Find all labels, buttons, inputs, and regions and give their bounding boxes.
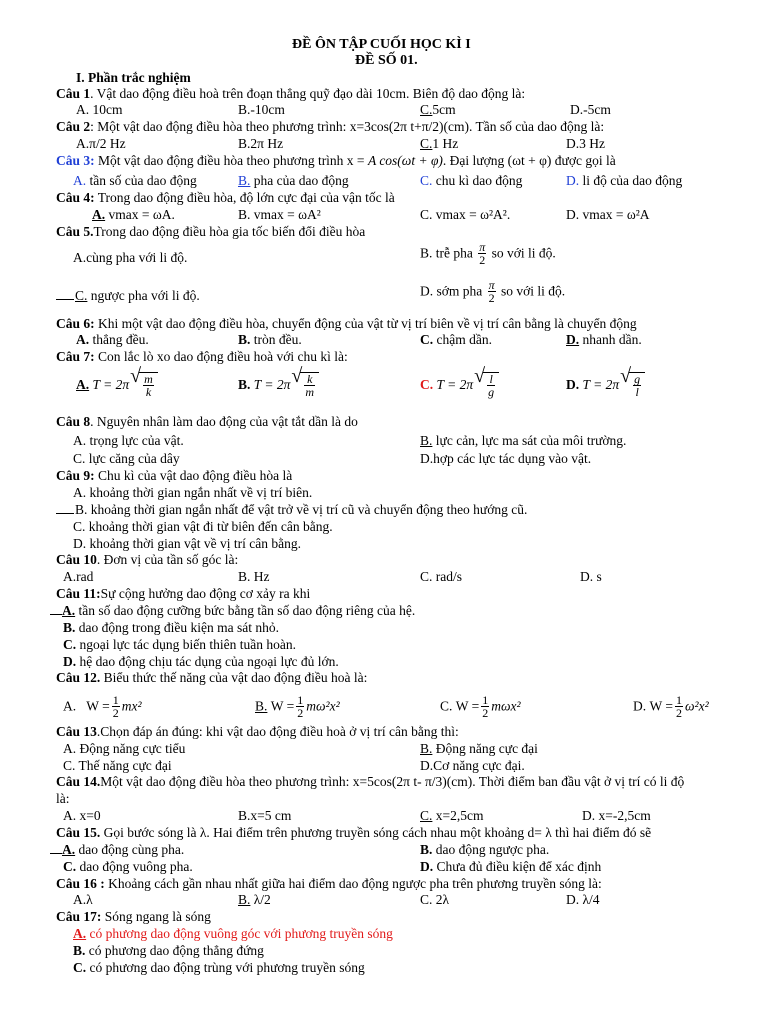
q13-option-c: C. Thế năng cực đại — [63, 758, 172, 773]
q7-option-b: B. T = 2π √ $\frac{k}{m}$ — [238, 372, 319, 398]
question-13: Câu 13.Chọn đáp án đúng: khi vật dao động điều hoà ở vị trí cân bằng thì: — [56, 724, 459, 739]
q5-option-a: A.cùng pha với li độ. — [73, 250, 188, 265]
q14-option-c: C. x=2,5cm — [420, 808, 484, 823]
question-12: Câu 12. Biểu thức thế năng của vật dao động điều hoà là: — [56, 670, 368, 685]
question-9: Câu 9: Chu kì của vật dao động điều hòa là — [56, 468, 293, 483]
question-4: Câu 4: Trong dao động điều hòa, độ lớn cực đại của vận tốc là — [56, 190, 395, 205]
q10-option-b: B. Hz — [238, 569, 270, 584]
question-7: Câu 7: Con lắc lò xo dao động điều hoà với chu kì là: — [56, 349, 348, 364]
q4-option-b: B. vmax = ωA² — [238, 207, 321, 222]
q11-option-d: D. hệ dao động chịu tác dụng của ngoại lực đủ lớn. — [63, 654, 339, 669]
q9-option-a: A. khoảng thời gian ngắn nhất về vị trí biên. — [73, 485, 313, 500]
q5-option-c: C. ngược pha với li độ. — [56, 288, 200, 304]
question-15: Câu 15. Gọi bước sóng là λ. Hai điểm trên phương truyền sóng cách nhau một khoảng d= λ thì hai điểm đó sẽ — [56, 825, 652, 840]
q1-option-c: C.5cm — [420, 102, 456, 117]
q14-option-b: B.x=5 cm — [238, 808, 292, 823]
q13-option-a: A. Động năng cực tiểu — [63, 741, 186, 756]
q12-option-b: B. W = $\frac{1}{2}$ mω²x² — [255, 693, 340, 720]
q17-option-b: B. có phương dao động thẳng đứng — [73, 943, 264, 958]
question-8: Câu 8. Nguyên nhân làm dao động của vật tắt dần là do — [56, 414, 358, 429]
q15-option-c: C. dao động vuông pha. — [63, 859, 193, 874]
q9-option-b: B. khoảng thời gian ngắn nhất để vật trở về vị trí cũ và chuyển động theo hướng cũ. — [56, 502, 527, 518]
question-14: Câu 14.Một vật dao động điều hòa theo phương trình: x=5cos(2π t- π/3)(cm). Thời điểm ban đầu vật ở vị trí có li độ — [56, 774, 685, 789]
q11-option-c: C. ngoại lực tác dụng biến thiên tuần hoàn. — [63, 637, 297, 652]
q7-option-d: D. T = 2π √ $\frac{g}{l}$ — [566, 372, 645, 398]
q10-option-a: A.rad — [63, 569, 94, 584]
question-3: Câu 3: Một vật dao động điều hòa theo phương trình x = A cos(ωt + φ). Đại lượng (ωt + φ) được gọi là — [56, 153, 616, 168]
question-11: Câu 11:Sự cộng hưởng dao động cơ xảy ra khi — [56, 586, 311, 601]
q6-option-b: B. tròn đều. — [238, 332, 302, 347]
q1-option-a: A. 10cm — [76, 102, 123, 117]
q5-option-d: D. sớm pha $\frac{\pi}{2}$ so với li độ. — [420, 278, 566, 305]
question-1: Câu 1. Vật dao động điều hoà trên đoạn thẳng quỹ đạo dài 10cm. Biên độ dao động là: — [56, 86, 526, 101]
q13-option-d: D.Cơ năng cực đại. — [420, 758, 525, 773]
q4-option-c: C. vmax = ω²A². — [420, 207, 511, 222]
page-subtitle: ĐỀ SỐ 01. — [355, 53, 418, 68]
q8-option-d: D.hợp các lực tác dụng vào vật. — [420, 451, 592, 466]
q2-option-a: A.π/2 Hz — [76, 136, 126, 151]
q5-option-b: B. trễ pha $\frac{\pi}{2}$ so với li độ. — [420, 240, 556, 267]
q2-option-c: C.1 Hz — [420, 136, 459, 151]
q1-option-b: B.-10cm — [238, 102, 285, 117]
q4-option-d: D. vmax = ω²A — [566, 207, 650, 222]
q9-option-d: D. khoảng thời gian vật về vị trí cân bằng. — [73, 536, 301, 551]
question-5: Câu 5.Trong dao động điều hòa gia tốc biến đổi điều hòa — [56, 224, 366, 239]
q10-option-d: D. s — [580, 569, 602, 584]
q12-option-d: D. W = $\frac{1}{2}$ ω²x² — [633, 693, 709, 720]
q8-option-b: B. lực cản, lực ma sát của môi trường. — [420, 433, 627, 448]
q2-option-d: D.3 Hz — [566, 136, 605, 151]
q17-option-c: C. có phương dao động trùng với phương truyền sóng — [73, 960, 365, 975]
question-14-cont: là: — [56, 791, 70, 806]
q13-option-b: B. Động năng cực đại — [420, 741, 538, 756]
section-heading: I. Phần trắc nghiệm — [76, 70, 191, 85]
q4-option-a: A. vmax = ωA. — [92, 207, 175, 222]
q11-option-b: B. dao động trong điều kiện ma sát nhỏ. — [63, 620, 279, 635]
q7-option-a: A. T = 2π √ $\frac{m}{k}$ — [76, 372, 158, 398]
question-16: Câu 16 : Khoảng cách gần nhau nhất giữa hai điểm dao động ngược pha trên phương truyền sóng là: — [56, 876, 602, 891]
q3-option-b: B. pha của dao động — [238, 173, 349, 188]
q6-option-d: D. nhanh dần. — [566, 332, 642, 347]
q3-option-a: A. tần số của dao động — [73, 173, 197, 188]
q2-option-b: B.2π Hz — [238, 136, 284, 151]
q16-option-c: C. 2λ — [420, 892, 450, 907]
q3-option-d: D. li độ của dao động — [566, 173, 683, 188]
q9-option-c: C. khoảng thời gian vật đi từ biên đến cân bằng. — [73, 519, 333, 534]
q14-option-a: A. x=0 — [63, 808, 101, 823]
q7-option-c: C. T = 2π √ $\frac{l}{g}$ — [420, 372, 499, 398]
q16-option-a: A.λ — [73, 892, 93, 907]
question-2: Câu 2: Một vật dao động điều hòa theo phương trình: x=3cos(2π t+π/2)(cm). Tần số của dao động là: — [56, 119, 605, 134]
q12-option-a: A. W = $\frac{1}{2}$ mx² — [63, 693, 142, 720]
q1-option-d: D.-5cm — [570, 102, 611, 117]
q11-option-a: A. tần số dao động cưỡng bức bằng tần số dao động riêng của hệ. — [50, 603, 415, 619]
question-10: Câu 10. Đơn vị của tần số góc là: — [56, 552, 239, 567]
q3-option-c: C. chu kì dao động — [420, 173, 523, 188]
q15-option-b: B. dao động ngược pha. — [420, 842, 550, 857]
q8-option-a: A. trọng lực của vật. — [73, 433, 184, 448]
q8-option-c: C. lực căng của dây — [73, 451, 180, 466]
q15-option-a: A. dao động cùng pha. — [50, 842, 184, 858]
q14-option-d: D. x=-2,5cm — [582, 808, 651, 823]
q15-option-d: D. Chưa đủ điều kiện để xác định — [420, 859, 602, 874]
question-17: Câu 17: Sóng ngang là sóng — [56, 909, 211, 924]
q12-option-c: C. W = $\frac{1}{2}$ mωx² — [440, 693, 521, 720]
q16-option-d: D. λ/4 — [566, 892, 600, 907]
q16-option-b: B. λ/2 — [238, 892, 271, 907]
question-6: Câu 6: Khi một vật dao động điều hòa, chuyển động của vật từ vị trí biên về vị trí cân bằng là chuyển động — [56, 316, 637, 331]
q6-option-c: C. chậm dần. — [420, 332, 492, 347]
page-title: ĐỀ ÔN TẬP CUỐI HỌC KÌ I — [292, 37, 471, 52]
q17-option-a: A. có phương dao động vuông góc với phương truyền sóng — [73, 926, 393, 941]
q6-option-a: A. thẳng đều. — [76, 332, 149, 347]
q10-option-c: C. rad/s — [420, 569, 462, 584]
